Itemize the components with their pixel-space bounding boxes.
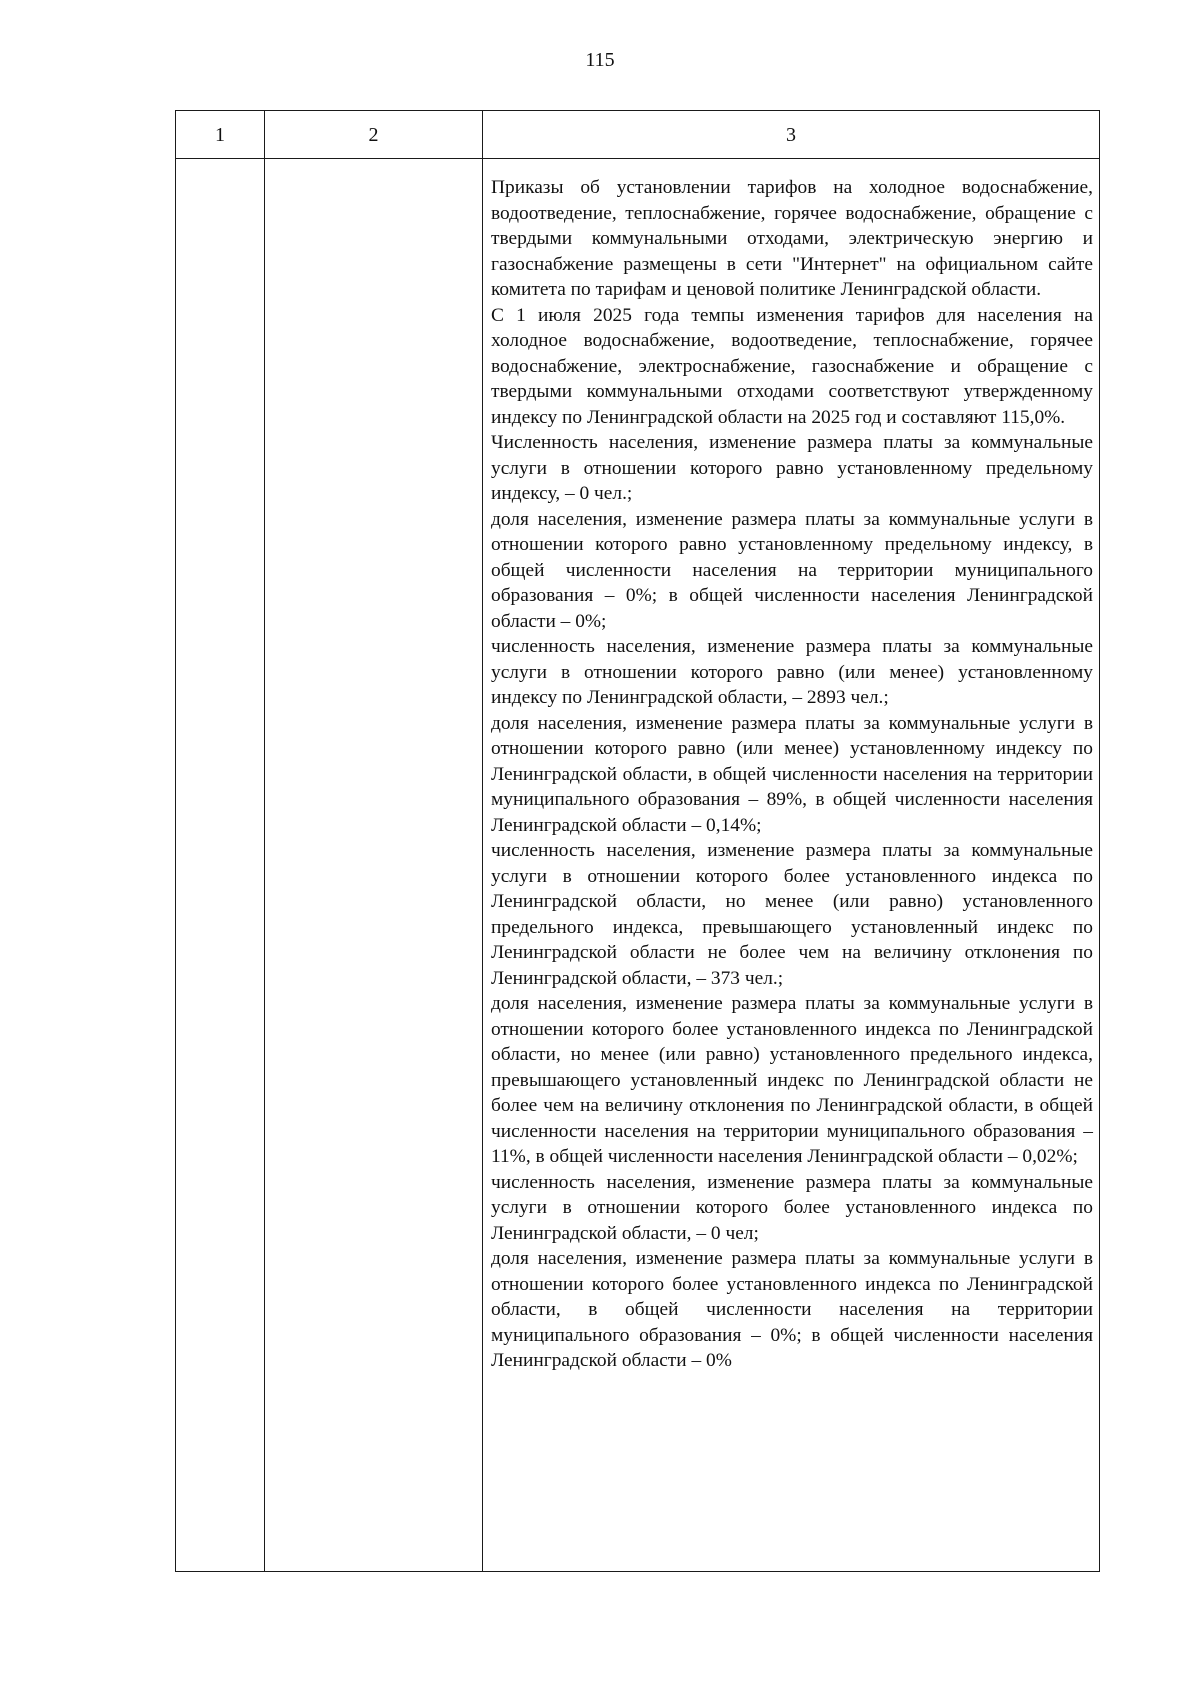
paragraph-share-equal-limit: доля населения, изменение размера платы за коммунальные услуги в отношении которого равно установленному предельному индексу, в общей численности населения на территории муниципального образования – 0%; в общей численности населения Ленинградской области – 0%;	[491, 508, 1093, 632]
paragraph-population-equal-or-less-index: численность населения, изменение размера платы за коммунальные услуги в отношении которого равно (или менее) установленному индексу по Ленинградской области, – 2893 чел.;	[491, 636, 1093, 708]
table-row	[176, 159, 1100, 1572]
cell-column-2	[265, 159, 483, 1572]
page-number: 115	[585, 49, 615, 71]
paragraph-population-above-index-within-deviation: численность населения, изменение размера платы за коммунальные услуги в отношении которого более установленного индекса по Ленинградской области, но менее (или равно) установленного предельного индекса, превышающего установленный индекс по Ленинградской области не более чем на величину отклонения по Ленинградской области, – 373 чел.;	[491, 840, 1093, 989]
paragraph-share-above-index: доля населения, изменение размера платы за коммунальные услуги в отношении которого более установленного индекса по Ленинградской области, в общей численности населения на территории муниципального образования – 0%; в общей численности населения Ленинградской области – 0%	[491, 1248, 1093, 1371]
paragraph-share-equal-or-less-index: доля населения, изменение размера платы за коммунальные услуги в отношении которого равно (или менее) установленному индексу по Ленинградской области, в общей численности населения на территории муниципального образования – 89%, в общей численности населения Ленинградской области – 0,14%;	[491, 712, 1093, 836]
paragraph-population-equal-limit: Численность населения, изменение размера платы за коммунальные услуги в отношении которого равно установленному предельному индексу, – 0 чел.;	[491, 432, 1093, 504]
column-header-1: 1	[176, 111, 265, 159]
paragraph-population-above-index: численность населения, изменение размера платы за коммунальные услуги в отношении которого более установленного индекса по Ленинградской области, – 0 чел;	[491, 1171, 1093, 1244]
paragraph-tariff-orders: Приказы об установлении тарифов на холодное водоснабжение, водоотведение, теплоснабжение, горячее водоснабжение, обращение с твердыми коммунальными отходами, электрическую энергию и газоснабжение размещены в сети "Интернет" на официальном сайте комитета по тарифам и ценовой политике Ленинградской области.	[491, 177, 1093, 300]
column-header-2: 2	[265, 111, 483, 159]
document-table	[175, 110, 1100, 1572]
cell-column-1	[176, 159, 265, 1572]
table-header-row	[176, 111, 1100, 159]
paragraph-share-above-index-within-deviation: доля населения, изменение размера платы за коммунальные услуги в отношении которого более установленного индекса по Ленинградской области, но менее (или равно) установленного предельного индекса, превышающего установленный индекс по Ленинградской области не более чем на величину отклонения по Ленинградской области, в общей численности населения на территории муниципального образования – 11%, в общей численности населения Ленинградской области – 0,02%;	[491, 993, 1093, 1167]
cell-column-3	[483, 159, 1100, 1572]
paragraph-tariff-growth-rates: С 1 июля 2025 года темпы изменения тарифов для населения на холодное водоснабжение, водоотведение, теплоснабжение, горячее водоснабжение, электроснабжение, газоснабжение и обращение с твердыми коммунальными отходами соответствуют утвержденному индексу по Ленинградской области на 2025 год и составляют 115,0%.	[491, 304, 1093, 428]
column-header-3: 3	[483, 111, 1100, 159]
